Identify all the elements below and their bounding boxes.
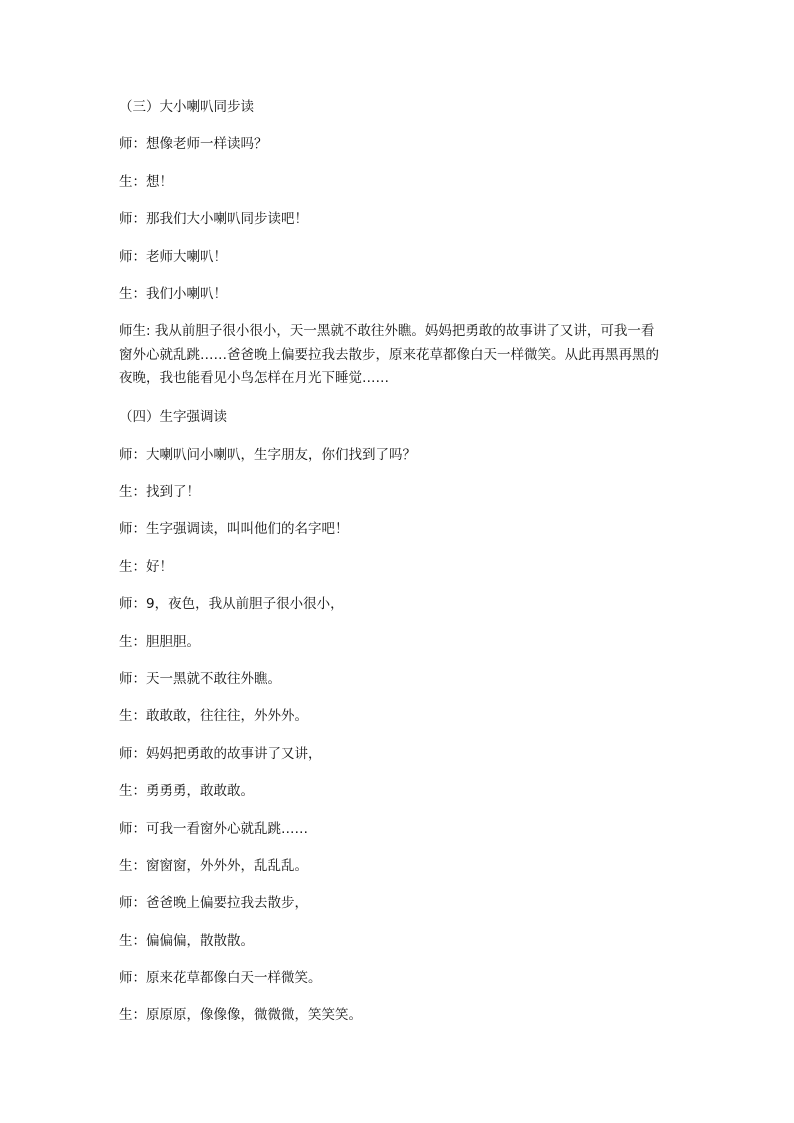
- dialogue-line: 师：爸爸晚上偏要拉我去散步，: [119, 895, 308, 912]
- dialogue-line: 生：敢敢敢，往往往，外外外。: [119, 708, 308, 725]
- dialogue-line: 生：胆胆胆。: [119, 633, 200, 650]
- dialogue-line: 师：原来花草都像白天一样微笑。: [119, 970, 322, 987]
- dialogue-line: 生：找到了！: [119, 484, 200, 501]
- dialogue-line: 生：窗窗窗，外外外，乱乱乱。: [119, 857, 308, 874]
- reading-paragraph: [119, 320, 679, 391]
- dialogue-line: 生：想！: [119, 173, 173, 190]
- dialogue-line: 师：可我一看窗外心就乱跳……: [119, 820, 308, 837]
- paragraph-line: 师生: 我从前胆子很小很小，天一黑就不敢往外瞧。妈妈把勇敢的故事讲了又讲，可我一看: [119, 323, 655, 340]
- paragraph-line: 窗外心就乱跳……爸爸晚上偏要拉我去散步，原来花草都像白天一样微笑。从此再黑再黑的: [119, 346, 659, 363]
- dialogue-line: 师：妈妈把勇敢的故事讲了又讲，: [119, 745, 322, 762]
- dialogue-line: 师：老师大喇叭！: [119, 248, 227, 265]
- section-heading: （三）大小喇叭同步读: [119, 99, 254, 115]
- dialogue-line: 生：好！: [119, 558, 173, 575]
- dialogue-line: 师：生字强调读，叫叫他们的名字吧！: [119, 521, 349, 538]
- dialogue-line: 师：大喇叭问小喇叭，生字朋友，你们找到了吗？: [119, 446, 416, 463]
- dialogue-line: 生：偏偏偏，散散散。: [119, 932, 254, 949]
- document-page: [119, 96, 679, 1042]
- section-heading: （四）生字强调读: [119, 409, 227, 426]
- dialogue-line: 师：9，夜色，我从前胆子很小很小，: [119, 596, 344, 613]
- dialogue-line: 生：我们小喇叭！: [119, 285, 227, 302]
- dialogue-line: 师：天一黑就不敢往外瞧。: [119, 670, 281, 687]
- dialogue-line: 生：原原原，像像像，微微微，笑笑笑。: [119, 1007, 362, 1024]
- paragraph-line: 夜晚，我也能看见小鸟怎样在月光下睡觉……: [119, 370, 389, 387]
- dialogue-line: 生：勇勇勇，敢敢敢。: [119, 783, 254, 800]
- dialogue-line: 师：那我们大小喇叭同步读吧！: [119, 211, 308, 228]
- dialogue-line: 师：想像老师一样读吗？: [119, 136, 268, 153]
